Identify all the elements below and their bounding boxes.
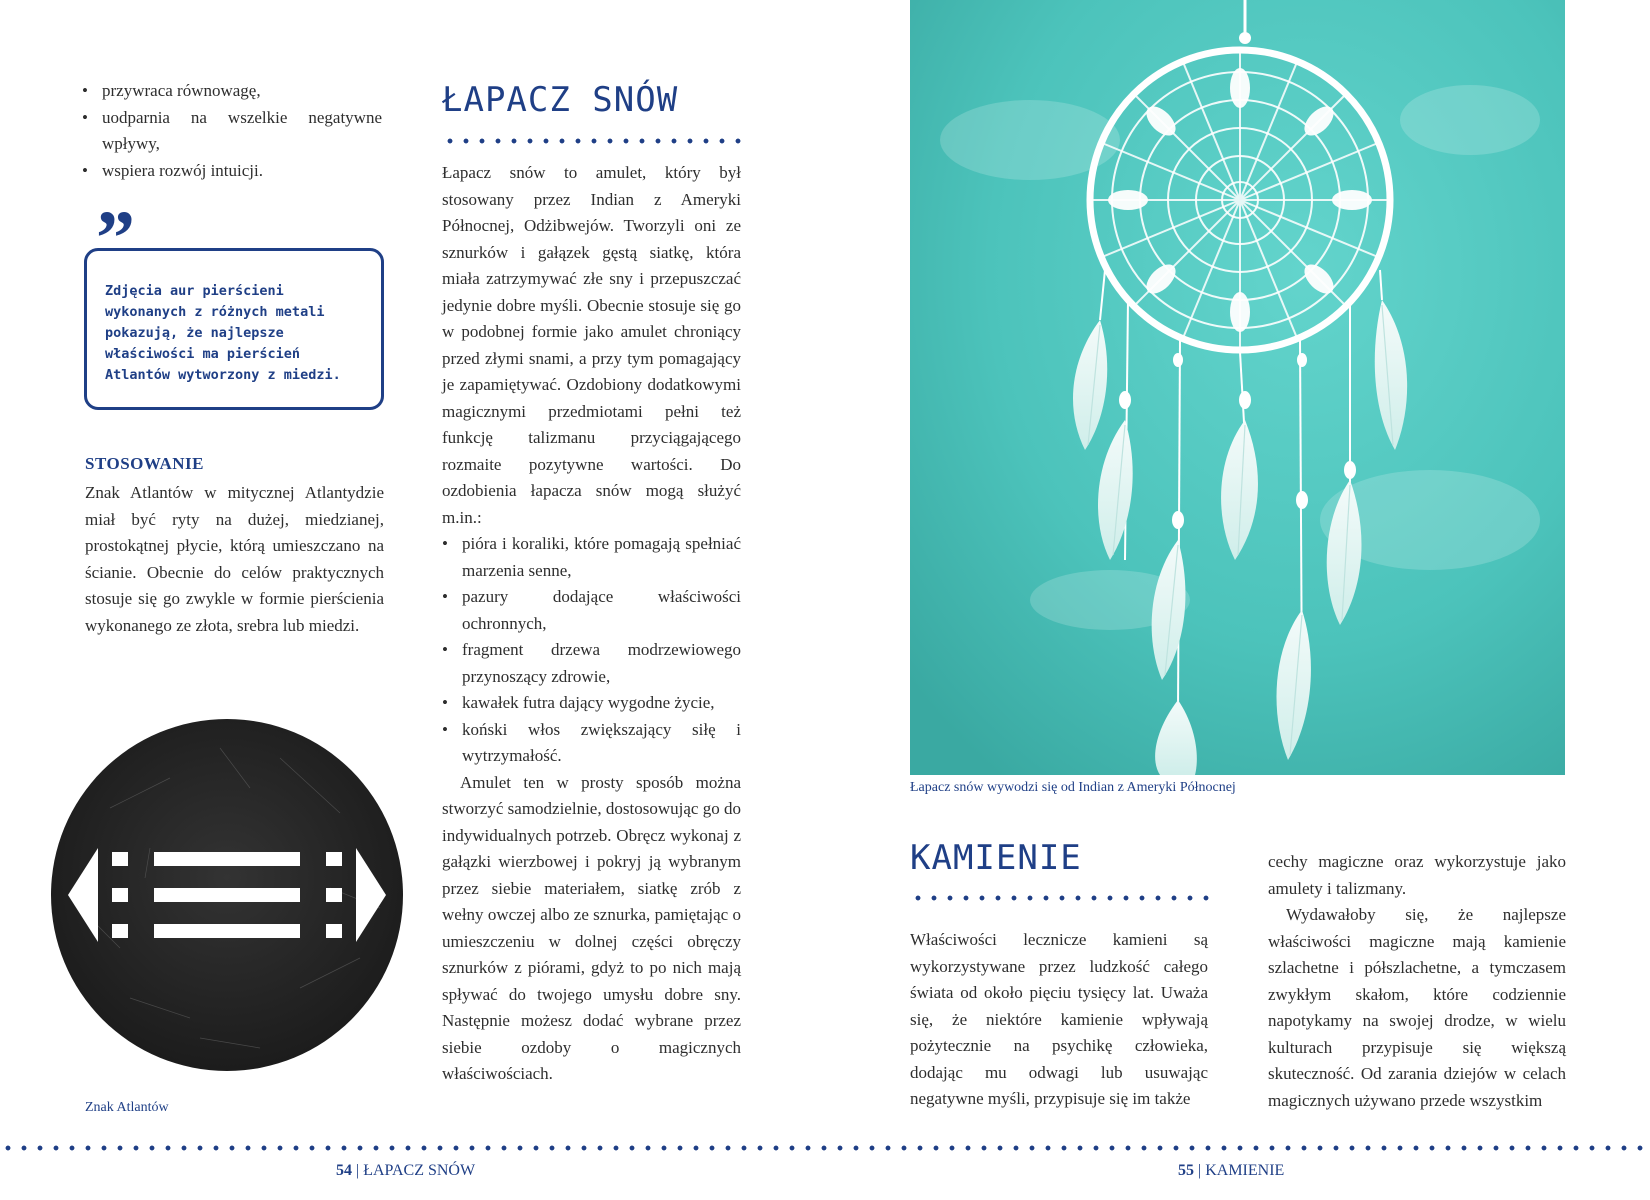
stones-heading: KAMIENIE (910, 838, 1082, 878)
heading-dots-divider (910, 895, 1210, 901)
photo-caption: Łapacz snów wywodzi się od Indian z Ameryki Północnej (910, 780, 1236, 795)
list-item: • fragment drzewa modrzewiowego przynoszący zdrowie, (442, 637, 741, 690)
footer-separator: | (356, 1162, 360, 1179)
page-number: 54 (336, 1162, 352, 1179)
list-item: • kawałek futra dający wygodne życie, (442, 690, 741, 717)
footer-section-title: KAMIENIE (1205, 1162, 1285, 1179)
right-page-footer (1178, 1162, 1284, 1180)
stones-paragraph-2: cechy magiczne oraz wykorzystuje jako amulety i talizmany. (1268, 852, 1566, 898)
list-item: • pióra i koraliki, które pomagają spełniać marzenia senne, (442, 531, 741, 584)
dreamcatcher-heading: ŁAPACZ SNÓW (442, 80, 679, 120)
usage-heading: STOSOWANIE (85, 454, 205, 473)
stones-paragraph-1: Właściwości lecznicze kamieni są wykorzystywane przez ludzkość całego świata od około pięciu tysięcy lat. Uważa się, że niektóre kamienie wpływają pożytecznie na psychikę człowieka, dodając mu odwagi lub usuwając negatywne myśli, przypisuje się im także (910, 930, 1208, 1108)
usage-paragraph: Znak Atlantów w mitycznej Atlantydzie miał być ryty na dużej, miedzianej, prostokątnej płycie, którą umieszczano na ścianie. Obecnie do celów praktycznych stosuje się go zwykle w formie pierścienia wykonanego ze złota, srebra lub miedzi. (85, 483, 384, 635)
dreamcatcher-photo (910, 0, 1565, 775)
dreamcatcher-outro: Amulet ten w prosty sposób można stworzyć samodzielnie, dostosowując go do indywidualnych potrzeb. Obręcz wykonaj z gałązki wierzbowej i pokryj ją wybranym przez siebie materiałem, siatkę zrób z wełny owczej albo ze sznurka, pamiętając o umieszczeniu w dolnej części obręczy sznurków z piórami, gdyż to po nich mają spływać do twojego umysłu dobre sny. Następnie możesz dodać wybrane przez siebie ozdoby o magicznych właściwościach. (442, 772, 741, 1083)
atlantis-symbol-icon (50, 718, 404, 1072)
list-item: • uodparnia na wszelkie negatywne wpływy, (82, 105, 382, 158)
list-item: • koński włos zwiększający siłę i wytrzymałość. (442, 717, 741, 770)
stones-paragraph-3: Wydawałoby się, że najlepsze właściwości magiczne mają kamienie szlachetne i półszlachetne, a tymczasem zwykłym skałom, które codziennie napotykamy na swojej drodze, w wielu kulturach przypisuje się większą skuteczność. Od zarania dziejów w celach magicznych używano przede wszystkim (1268, 905, 1566, 1110)
dreamcatcher-intro: Łapacz snów to amulet, który był stosowany przez Indian z Ameryki Północnej, Odżibwejów. Tworzyli oni ze sznurków i gałązek gęstą siatkę, która miała zatrzymywać złe sny i przepuszczać jedynie dobre myśli. Obecnie stosuje się go w podobnej formie jako amulet chroniący przed złymi snami, a przy tym pomagający je zapamiętywać. Ozdobiony dodatkowymi magicznymi przedmiotami pełni też funkcję talizmanu przyciągającego rozmaite pozytywne wartości. Do ozdobienia łapacza snów mogą służyć m.in.: (442, 163, 741, 527)
quote-text: Zdjęcia aur pierścieni wykonanych z różnych metali pokazują, że najlepsze właściwości ma pierścień Atlantów wytworzony z miedzi. (105, 283, 341, 383)
footer-separator: | (1198, 1162, 1202, 1179)
list-item: • przywraca równowagę, (82, 78, 382, 105)
stones-column-2 (1268, 849, 1566, 1114)
left-page-footer (336, 1162, 475, 1180)
dreamcatcher-body (442, 160, 741, 1088)
list-item: • pazury dodające właściwości ochronnych, (442, 584, 741, 637)
stones-column-1 (910, 927, 1208, 1113)
top-bullet-list (82, 78, 382, 184)
page-number: 55 (1178, 1162, 1194, 1179)
usage-text (85, 480, 384, 639)
footer-section-title: ŁAPACZ SNÓW (363, 1162, 476, 1179)
footer-dots-divider (0, 1145, 1650, 1151)
symbol-caption: Znak Atlantów (85, 1100, 169, 1115)
list-item: • wspiera rozwój intuicji. (82, 158, 382, 185)
heading-dots-divider (442, 138, 742, 144)
quote-mark-icon: ” (96, 194, 135, 281)
